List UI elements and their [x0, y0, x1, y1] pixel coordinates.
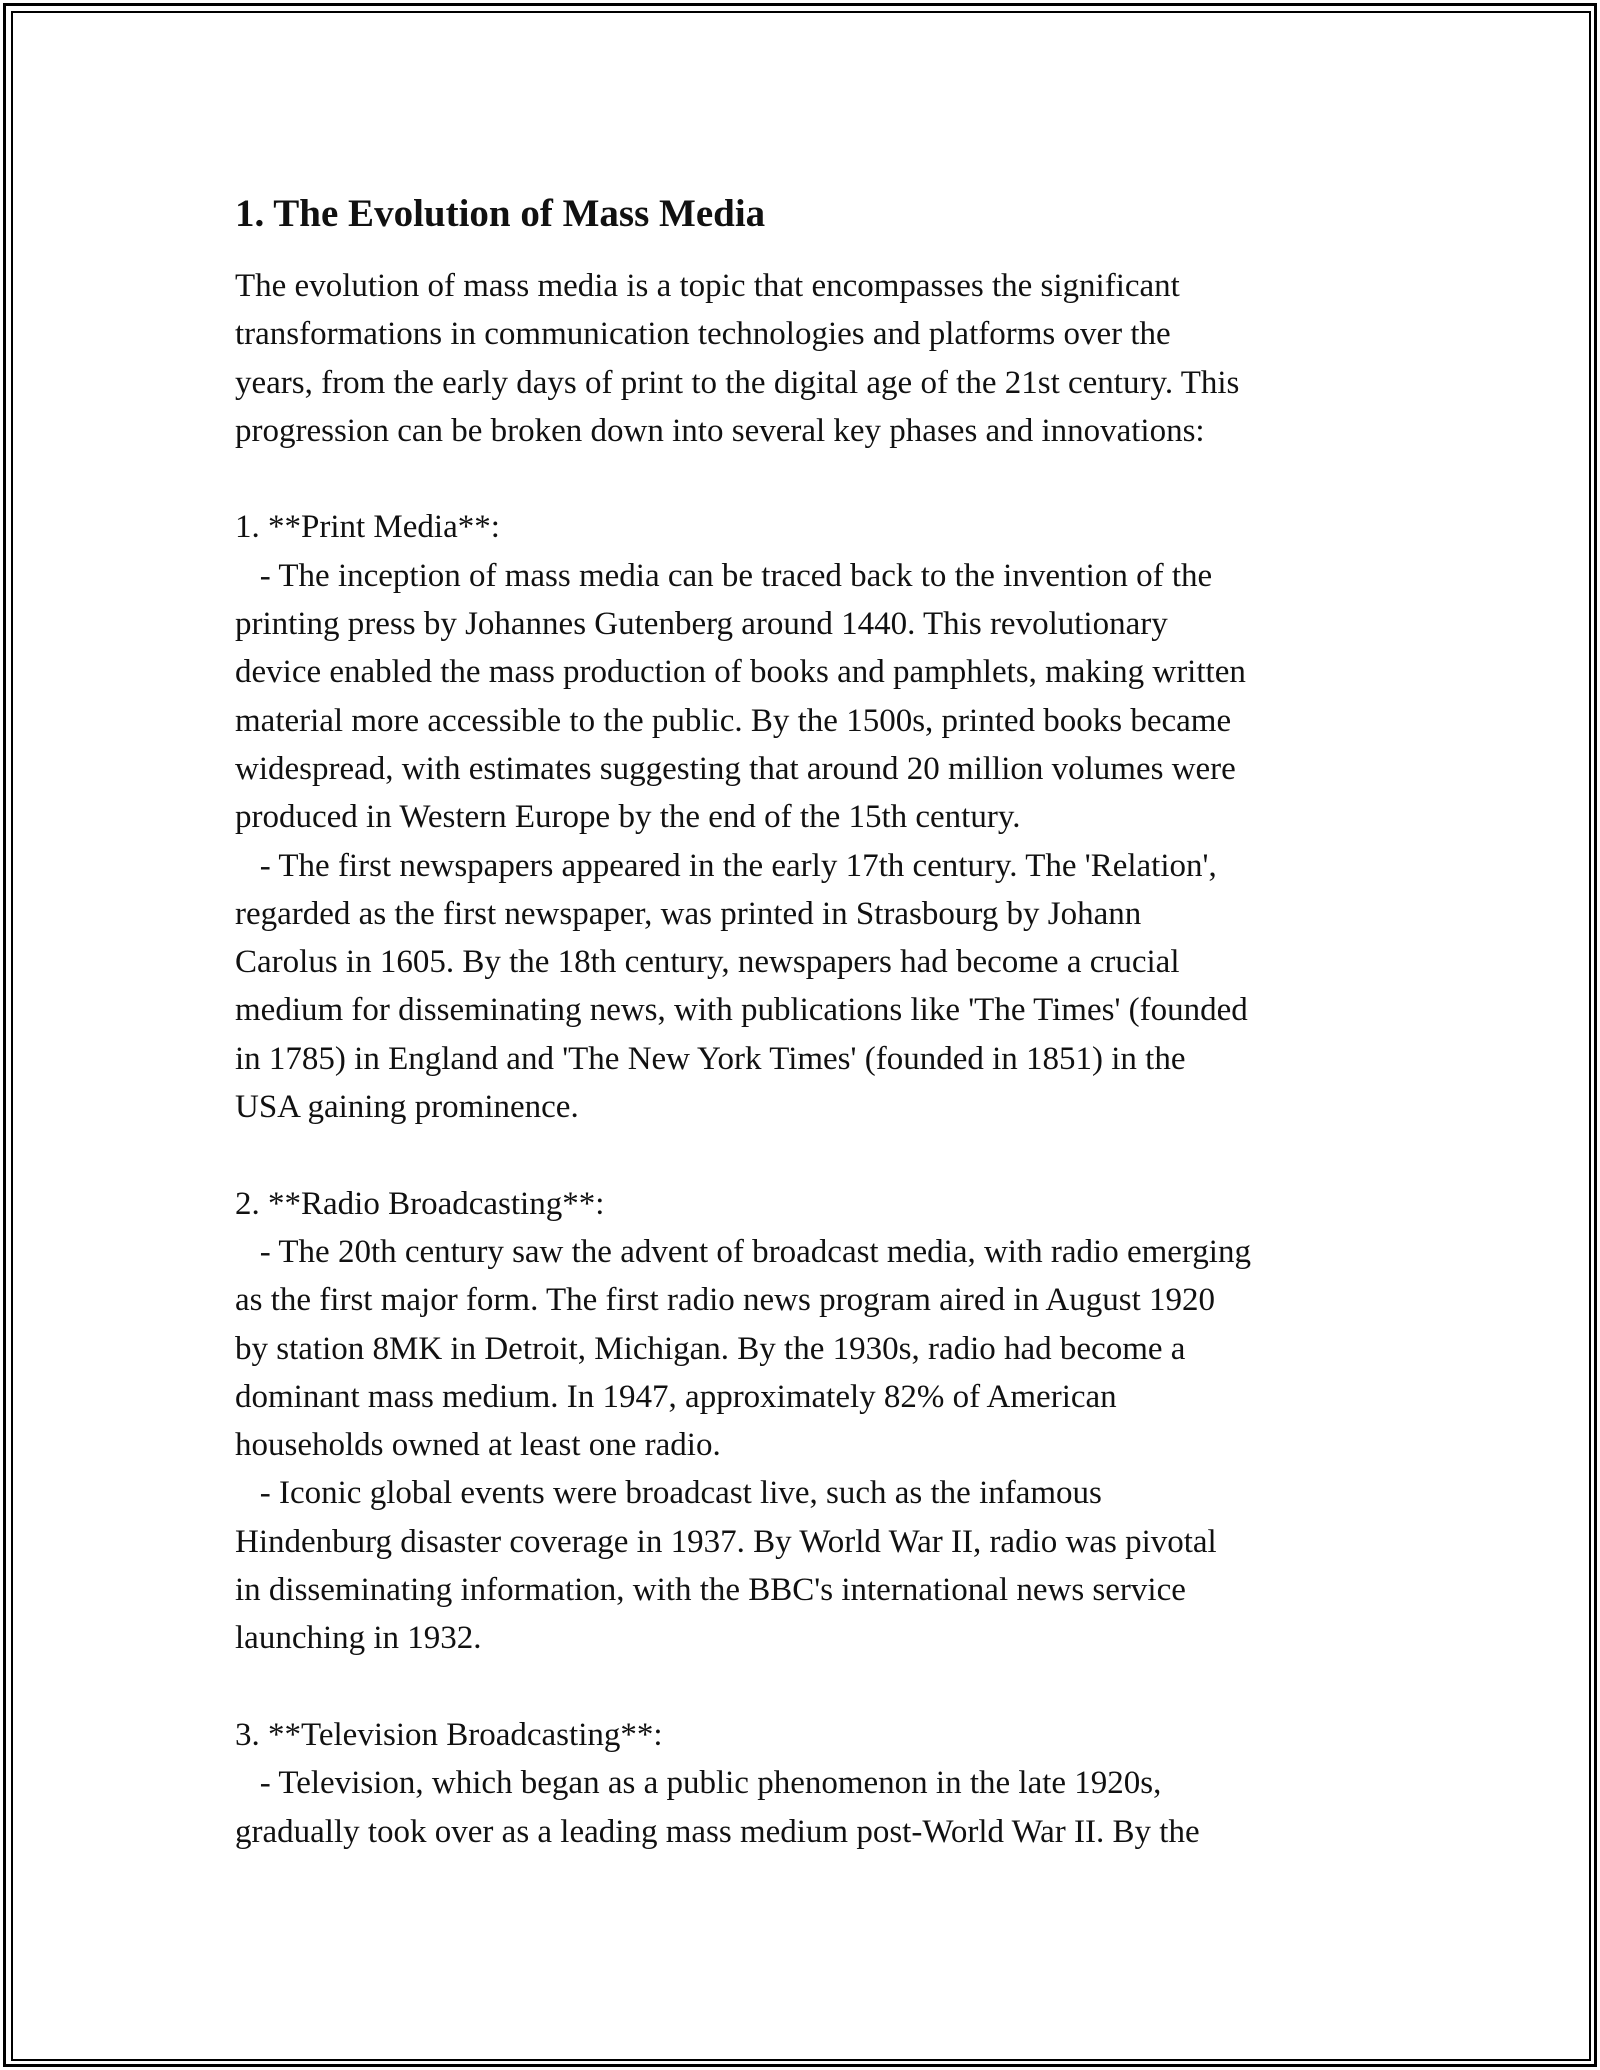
text-line: The evolution of mass media is a topic that encompasses the significant — [235, 268, 1180, 304]
section-heading: 1. The Evolution of Mass Media — [235, 192, 766, 235]
text-line: 1. **Print Media**: — [235, 509, 500, 546]
text-line: launching in 1932. — [235, 1620, 482, 1657]
text-line: medium for disseminating news, with publications like 'The Times' (founded — [235, 992, 1248, 1029]
text-line: 3. **Television Broadcasting**: — [235, 1716, 663, 1753]
text-line: - The first newspapers appeared in the early 17th century. The 'Relation', — [235, 847, 1217, 884]
text-line: - The 20th century saw the advent of broadcast media, with radio emerging — [235, 1233, 1251, 1270]
text-line: progression can be broken down into several key phases and innovations: — [235, 412, 1205, 449]
text-line: in 1785) in England and 'The New York Times' (founded in 1851) in the — [235, 1040, 1186, 1077]
text-line: USA gaining prominence. — [235, 1089, 579, 1126]
text-line: Hindenburg disaster coverage in 1937. By World War II, radio was pivotal — [235, 1523, 1217, 1560]
text-line: as the first major form. The first radio news program aired in August 1920 — [235, 1282, 1216, 1319]
text-line: gradually took over as a leading mass medium post-World War II. By the — [235, 1813, 1200, 1850]
text-line: transformations in communication technologies and platforms over the — [235, 316, 1171, 353]
text-line: - Iconic global events were broadcast live, such as the infamous — [235, 1475, 1102, 1512]
text-line: in disseminating information, with the BBC's international news service — [235, 1572, 1186, 1609]
text-line: device enabled the mass production of books and pamphlets, making written — [235, 654, 1246, 691]
blank-line — [235, 1131, 1375, 1179]
text-line: years, from the early days of print to the digital age of the 21st century. This — [235, 364, 1240, 401]
text-line: households owned at least one radio. — [235, 1427, 721, 1464]
body-text — [235, 262, 1375, 1856]
text-line: dominant mass medium. In 1947, approximately 82% of American — [235, 1378, 1117, 1415]
document-body — [235, 188, 1375, 1856]
blank-line — [235, 455, 1375, 503]
text-line: material more accessible to the public. By the 1500s, printed books became — [235, 702, 1232, 739]
text-line: produced in Western Europe by the end of the 15th century. — [235, 799, 1021, 836]
text-line: printing press by Johannes Gutenberg around 1440. This revolutionary — [235, 606, 1168, 643]
text-line: 2. **Radio Broadcasting**: — [235, 1185, 605, 1222]
text-line: - Television, which began as a public phenomenon in the late 1920s, — [235, 1765, 1162, 1802]
text-line: regarded as the first newspaper, was printed in Strasbourg by Johann — [235, 895, 1142, 932]
text-line: widespread, with estimates suggesting that around 20 million volumes were — [235, 750, 1236, 787]
text-line: by station 8MK in Detroit, Michigan. By the 1930s, radio had become a — [235, 1330, 1186, 1367]
text-line: Carolus in 1605. By the 18th century, newspapers had become a crucial — [235, 944, 1180, 981]
text-line: - The inception of mass media can be traced back to the invention of the — [235, 557, 1213, 594]
blank-line — [235, 1663, 1375, 1711]
